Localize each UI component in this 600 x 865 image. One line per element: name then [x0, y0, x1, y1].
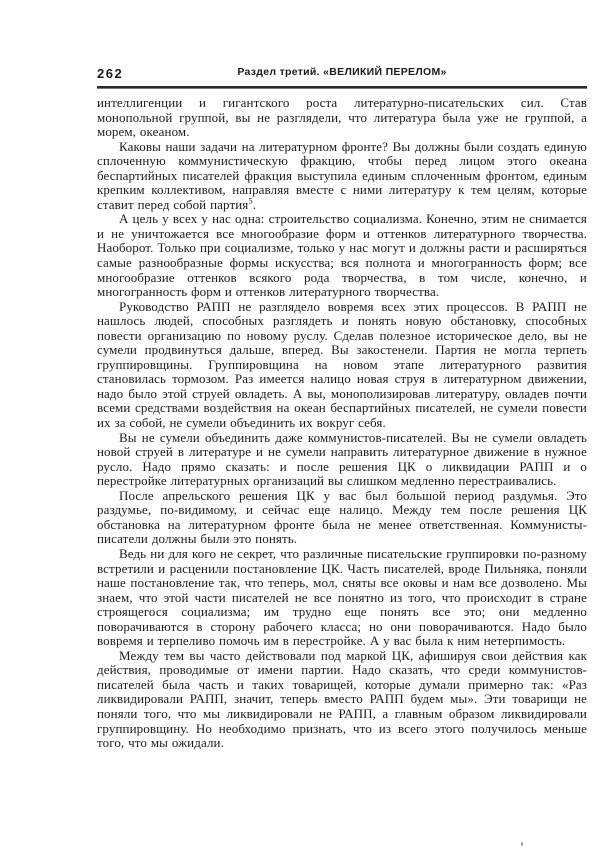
paragraph: Между тем вы часто действовали под маркой ЦК, афишируя свои действия как действия, проводимые от имени партии. Надо сказать, что среди коммунистов-писателей была часть и таких товарищей, которые думали примерно так: «Раз ликвидировали РАПП, значит, теперь вместо РАПП будем мы». Эти товарищи не поняли того, что мы ликвидировали не РАПП, а главным образом ликвидировали группировщину. Но необходимо признать, что из всего этого получилось меньше того, что мы ожидали.: [97, 647, 587, 751]
page-header: [97, 66, 587, 81]
paragraph: А цель у всех у нас одна: строительство социализма. Конечно, этим не снимается и не уничтожается все многообразие форм и оттенков литературного творчества. Наоборот. Только при социализме, только у нас могут и должны расти и расширяться самые разнообразные формы искусства; вся полнота и многогранность форм; все многообразие оттенков всякого рода творчества, в том числе, конечно, и многогранность форм и оттенков литературного творчества.: [97, 211, 587, 300]
page-body: [97, 96, 587, 751]
paragraph: Каковы наши задачи на литературном фронте? Вы должны были создать единую сплоченную коммунистическую фракцию, чтобы перед лицом этого океана беспартийных писателей фракция выступила единым сплоченным фронтом, единым крепким коллективом, направляя вместе с ними литературу к тем целям, которые ставит перед собой партия$^5$.: [97, 138, 587, 212]
running-head: Раздел третий. «ВЕЛИКИЙ ПЕРЕЛОМ»: [237, 66, 447, 78]
paragraph: Ведь ни для кого не секрет, что различные писательские группировки по-разному встретили и расценили постановление ЦК. Часть писателей, вроде Пильняка, поняли наше постановление так, что теперь, мол, сняты все оковы и нам все дозволено. Мы знаем, что этой части писателей не все понятно из того, что происходит в стране строящегося социализма; им трудно еще понять все это; они медленно поворачиваются в сторону рабочего класса; но они поворачиваются. Надо было вовремя и терпеливо помочь им в перестройке. А у вас была к ним нетерпимость.: [97, 545, 587, 649]
paragraph: После апрельского решения ЦК у вас был большой период раздумья. Это раздумье, по-видимому, и сейчас еще налицо. Между тем после решения ЦК обстановка на литературном фронте была не менее ответственная. Коммунисты-писатели должны были это понять.: [97, 487, 587, 547]
page-number: 262: [97, 66, 124, 81]
paragraph: Вы не сумели объединить даже коммунистов-писателей. Вы не сумели овладеть новой струей в литературе и не сумели направить литературное движение в нужное русло. Надо прямо сказать: и после решения ЦК о ликвидации РАПП и о перестройке литературных организаций вы слишком медленно перестраивались.: [97, 429, 587, 489]
paragraph: Руководство РАПП не разглядело вовремя всех этих процессов. В РАПП не нашлось людей, способных разглядеть и понять новую обстановку, способных повести организацию по новому руслу. Сделав полезное историческое дело, вы не сумели продвинуться дальше, вперед. Вы закостенели. Партия не могла терпеть группировщины. Группировщина на новом этапе литературного развития становилась тормозом. Раз имеется налицо новая струя в литературном движении, надо было этой струей овладеть. А вы, монополизировав литературу, овладев почти всеми средствами воздействия на океан беспартийных писателей, не сумели повести их за собой, не сумели объединить их вокруг себя.: [97, 298, 587, 431]
paragraph: интеллигенции и гигантского роста литературно-писательских сил. Став монопольной группой, вы не разглядели, что литература была уже не группой, а морем, океаном.: [97, 95, 587, 140]
scan-artifact: [521, 842, 523, 846]
header-rule: [97, 86, 587, 89]
footnote-ref: 5: [248, 195, 253, 206]
